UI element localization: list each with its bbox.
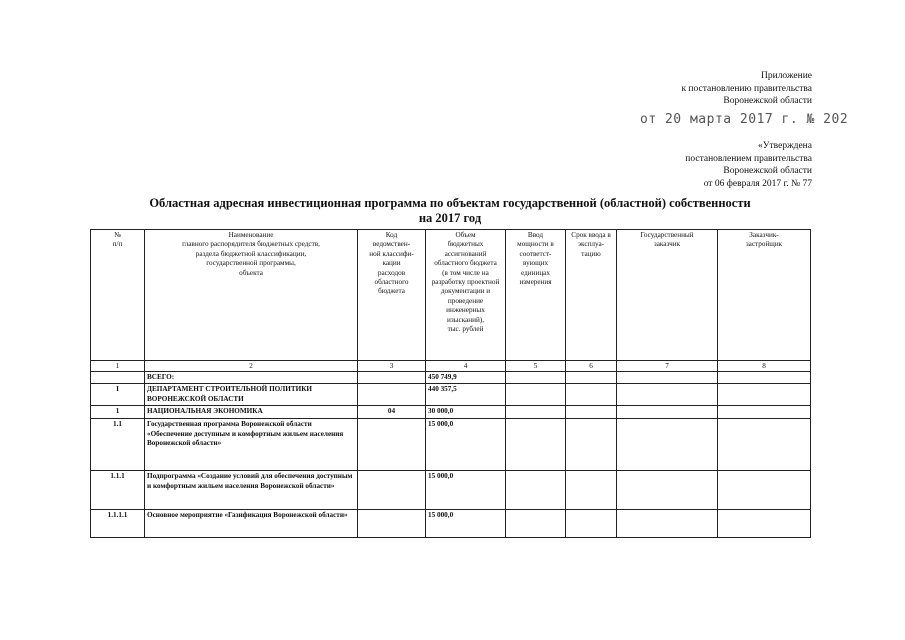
- row-code-cell: [358, 419, 426, 471]
- row-number-cell: [91, 372, 145, 384]
- table-row: [91, 384, 811, 406]
- row-volume-cell: 15 000,0: [426, 510, 506, 538]
- resolution-date-stamp: от 20 марта 2017 г. № 202: [640, 112, 849, 127]
- empty-cell: [718, 384, 811, 406]
- row-number-cell: 1: [91, 406, 145, 419]
- empty-cell: [718, 406, 811, 419]
- column-number-cell: 1: [91, 361, 145, 372]
- header-cell: Заказчик- застройщик: [718, 230, 811, 361]
- empty-cell: [617, 372, 718, 384]
- empty-cell: [718, 372, 811, 384]
- column-number-cell: 3: [358, 361, 426, 372]
- title-line: на 2017 год: [418, 211, 482, 225]
- empty-cell: [506, 372, 566, 384]
- header-cell: Код ведомствен- ной классифи- кации расходов областного бюджета: [358, 230, 426, 361]
- empty-cell: [718, 471, 811, 510]
- header-cell: Срок ввода в эксплуа- тацию: [566, 230, 617, 361]
- empty-cell: [506, 406, 566, 419]
- header-cell: Ввод мощности в соответст- вующих единицах измерения: [506, 230, 566, 361]
- row-name-cell: ВСЕГО:: [145, 372, 358, 384]
- investment-program-table: [90, 229, 811, 538]
- appendix-line: Воронежской области: [723, 96, 812, 106]
- row-name-cell: ДЕПАРТАМЕНТ СТРОИТЕЛЬНОЙ ПОЛИТИКИ ВОРОНЕЖСКОЙ ОБЛАСТИ: [145, 384, 358, 406]
- row-number-cell: 1.1.1: [91, 471, 145, 510]
- empty-cell: [566, 384, 617, 406]
- header-cell: Объем бюджетных ассигнований областного бюджета (в том числе на разработку проектной документации и проведение инженерных изысканий), тыс. рублей: [426, 230, 506, 361]
- approved-line: от 06 февраля 2017 г. № 77: [703, 178, 812, 189]
- row-name-cell: Основное мероприятие «Газификация Воронежской области»: [145, 510, 358, 538]
- row-code-cell: [358, 510, 426, 538]
- empty-cell: [506, 384, 566, 406]
- row-code-cell: [358, 471, 426, 510]
- row-code-cell: [358, 384, 426, 406]
- empty-cell: [506, 419, 566, 471]
- empty-cell: [566, 510, 617, 538]
- appendix-line: к постановлению правительства: [681, 83, 812, 94]
- document-title: [90, 196, 810, 226]
- empty-cell: [718, 419, 811, 471]
- empty-cell: [617, 406, 718, 419]
- empty-cell: [566, 419, 617, 471]
- row-volume-cell: 15 000,0: [426, 471, 506, 510]
- table-header-row: [91, 230, 811, 361]
- table-row: [91, 471, 811, 510]
- column-number-cell: 6: [566, 361, 617, 372]
- header-cell: № п/п: [91, 230, 145, 361]
- empty-cell: [566, 471, 617, 510]
- approved-block: [685, 140, 812, 190]
- column-number-row: [91, 361, 811, 372]
- row-volume-cell: 450 749,9: [426, 372, 506, 384]
- empty-cell: [566, 372, 617, 384]
- row-volume-cell: 440 357,5: [426, 384, 506, 406]
- approved-line: постановлением правительства: [685, 153, 812, 164]
- row-volume-cell: 30 000,0: [426, 406, 506, 419]
- row-name-cell: Подпрограмма «Создание условий для обеспечения доступным и комфортным жильем населения Воронежской области»: [145, 471, 358, 510]
- column-number-cell: 4: [426, 361, 506, 372]
- header-cell: Государственный заказчик: [617, 230, 718, 361]
- column-number-cell: 7: [617, 361, 718, 372]
- empty-cell: [617, 384, 718, 406]
- column-number-cell: 8: [718, 361, 811, 372]
- empty-cell: [617, 419, 718, 471]
- row-number-cell: I: [91, 384, 145, 406]
- column-number-cell: 5: [506, 361, 566, 372]
- empty-cell: [718, 510, 811, 538]
- row-code-cell: 04: [358, 406, 426, 419]
- empty-cell: [506, 471, 566, 510]
- row-name-cell: НАЦИОНАЛЬНАЯ ЭКОНОМИКА: [145, 406, 358, 419]
- header-cell: Наименование главного распорядителя бюджетных средств, раздела бюджетной классификации, государственной программы, объекта: [145, 230, 358, 361]
- row-number-cell: 1.1.1.1: [91, 510, 145, 538]
- row-name-cell: Государственная программа Воронежской области «Обеспечение доступным и комфортным жильем населения Воронежской области»: [145, 419, 358, 471]
- column-number-cell: 2: [145, 361, 358, 372]
- empty-cell: [617, 471, 718, 510]
- table-row: [91, 510, 811, 538]
- empty-cell: [617, 510, 718, 538]
- appendix-line: Приложение: [761, 71, 812, 81]
- empty-cell: [566, 406, 617, 419]
- row-volume-cell: 15 000,0: [426, 419, 506, 471]
- empty-cell: [506, 510, 566, 538]
- row-number-cell: 1.1: [91, 419, 145, 471]
- title-line: Областная адресная инвестиционная программа по объектам государственной (областной) собственности: [149, 196, 751, 210]
- row-code-cell: [358, 372, 426, 384]
- table-row: [91, 419, 811, 471]
- approved-line: «Утверждена: [758, 141, 812, 151]
- approved-line: Воронежской области: [723, 166, 812, 176]
- table-row: [91, 406, 811, 419]
- table-row: [91, 372, 811, 384]
- appendix-block: [681, 70, 812, 108]
